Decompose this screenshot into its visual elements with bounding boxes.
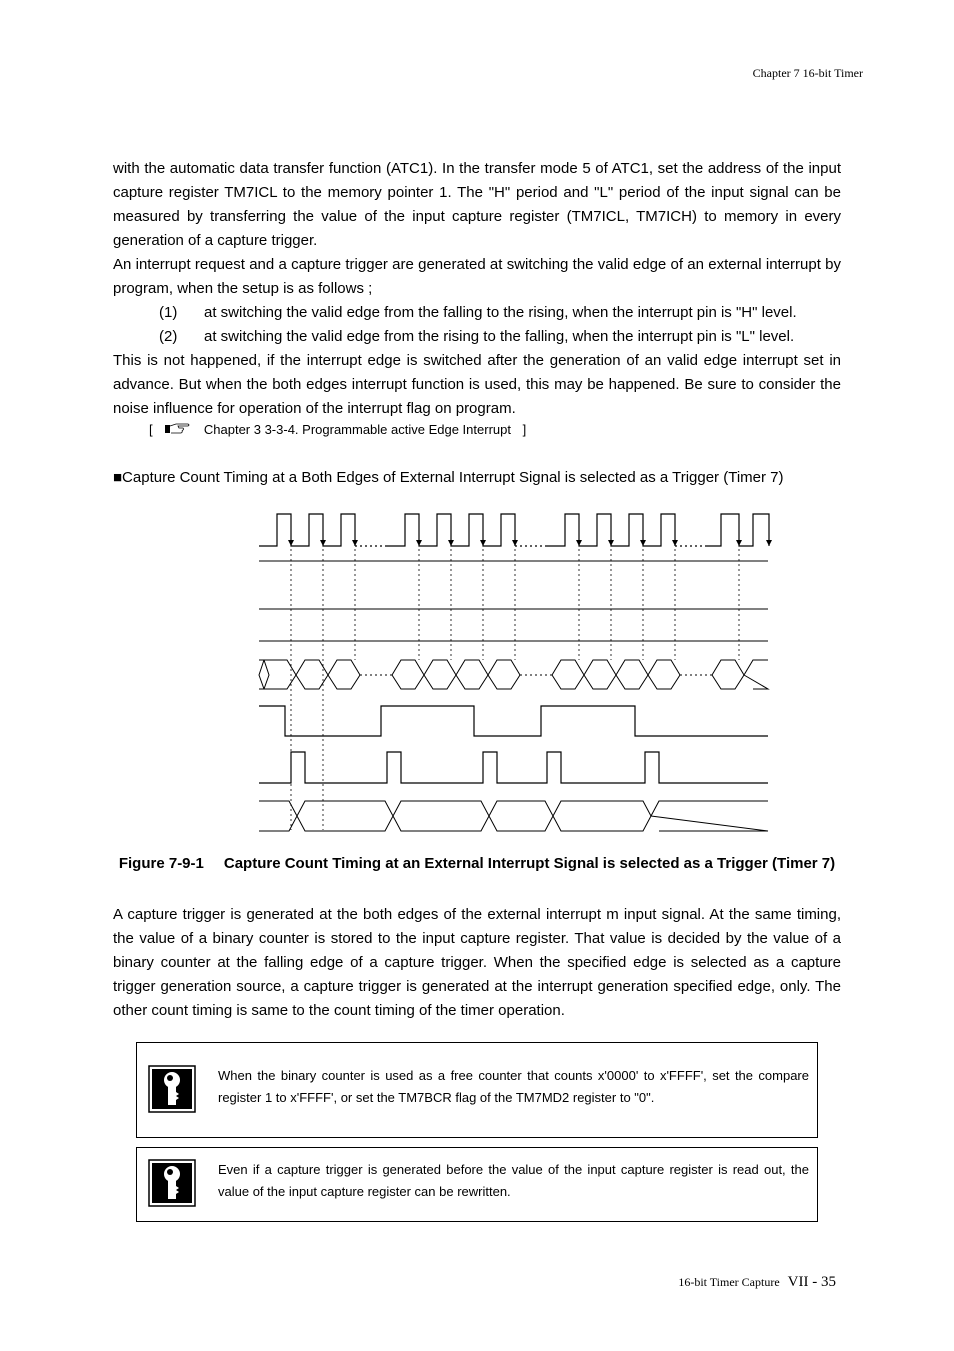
capture-trigger-waveform bbox=[259, 752, 768, 783]
figure-title: Capture Count Timing at an External Interrupt Signal is selected as a Trigger (Timer 7) bbox=[223, 855, 836, 872]
section-heading: ■Capture Count Timing at a Both Edges of External Interrupt Signal is selected as a Trigger (Timer 7) bbox=[113, 469, 784, 486]
key-hint-icon bbox=[148, 1159, 196, 1207]
note-text: Even if a capture trigger is generated before the value of the input capture register is read out, the value of the input capture register can be rewritten. bbox=[218, 1162, 809, 1199]
paragraph-atc1: with the automatic data transfer function (ATC1). In the transfer mode 5 of ATC1, set the address of the input capture register TM7ICL to the memory pointer 1. The "H" period and "L" period of the input signal can be measured by transferring the value of the input capture register (TM7ICL, TM7ICH) to memory in every generation of a capture trigger. bbox=[113, 160, 841, 249]
interrupt-input-waveform bbox=[259, 706, 768, 736]
paragraph-capture-trigger: A capture trigger is generated at the both edges of the external interrupt m input signal. At the same timing, the value of a binary counter is stored to the input capture register. That value is decided by the value of a binary counter at the falling edge of a capture trigger. When the specified edge is selected as a capture trigger generation source, a capture trigger is generated at the interrupt generation specified edge, only. The other count timing is same to the count timing of the timer operation. bbox=[113, 906, 841, 1019]
reference-text: Chapter 3 3-3-4. Programmable active Edge Interrupt bbox=[203, 422, 511, 437]
paragraph-interrupt-request: An interrupt request and a capture trigger are generated at switching the valid edge of an external interrupt by program, when the setup is as follows ; bbox=[113, 256, 841, 297]
binary-counter-bus bbox=[259, 660, 768, 689]
footer-section: 16-bit Timer Capture bbox=[678, 1275, 780, 1289]
clock-edge-arrows bbox=[288, 540, 772, 546]
reference-open-bracket: [ bbox=[149, 422, 153, 437]
capture-register-bus bbox=[259, 801, 768, 831]
list-item-text: at switching the valid edge from the falling to the rising, when the interrupt pin is "H" level. bbox=[204, 304, 797, 321]
running-header: Chapter 7 16-bit Timer bbox=[752, 66, 863, 80]
list-item-number: (1) bbox=[159, 304, 178, 321]
paragraph-noise-caution: This is not happened, if the interrupt edge is switched after the generation of an valid edge interrupt set in advance. But when the both edges interrupt function is used, this may be happened. Be sure to consider the noise influence for operation of the interrupt flag on program. bbox=[113, 352, 841, 417]
note-text: When the binary counter is used as a free counter that counts x'0000' to x'FFFF', set the compare register 1 to x'FFFF', or set the TM7BCR flag of the TM7MD2 register to "0". bbox=[218, 1068, 809, 1105]
figure-caption bbox=[113, 852, 841, 876]
list-item-number: (2) bbox=[159, 328, 178, 345]
page-number: VII - 35 bbox=[787, 1274, 836, 1290]
reference-close-bracket: ] bbox=[522, 422, 527, 437]
page-footer bbox=[678, 1273, 836, 1291]
reference-lines bbox=[259, 561, 768, 641]
note-box bbox=[136, 1042, 818, 1138]
key-hint-icon bbox=[148, 1065, 196, 1113]
note-box bbox=[136, 1147, 818, 1222]
list-item-text: at switching the valid edge from the rising to the falling, when the interrupt pin is "L" level. bbox=[204, 328, 795, 345]
figure-label: Figure 7-9-1 bbox=[118, 855, 204, 872]
